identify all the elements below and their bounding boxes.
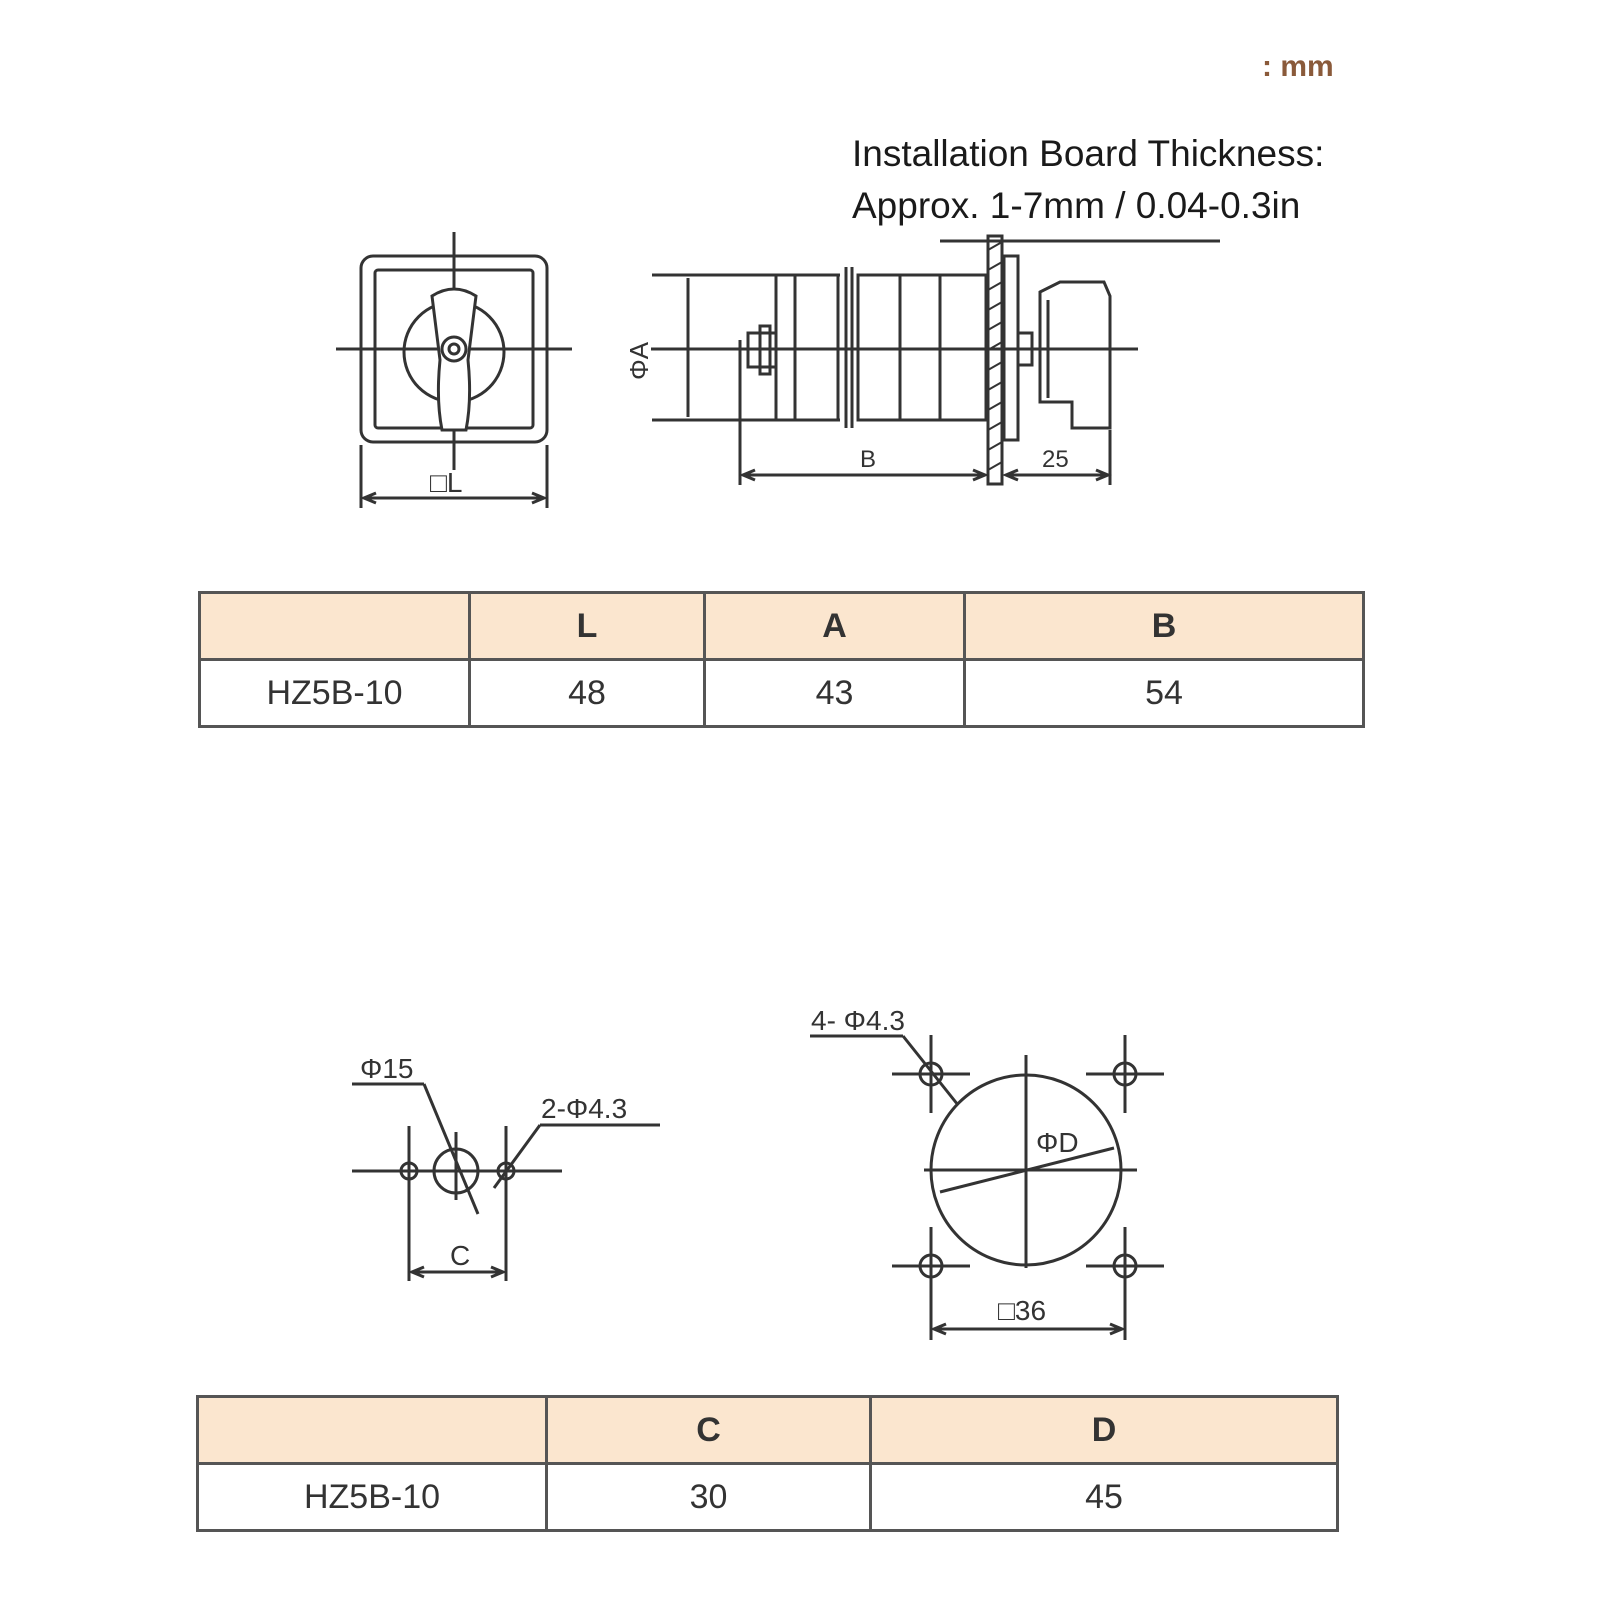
- thickness-line-1: Installation Board Thickness:: [852, 133, 1325, 174]
- table2-header-cell: D: [871, 1397, 1338, 1464]
- table1-cell: 48: [470, 660, 705, 727]
- table2-data-row: [198, 1464, 1338, 1531]
- table1-header-row: [200, 593, 1364, 660]
- mount-36-label: □36: [998, 1295, 1047, 1326]
- front-L-label: □L: [430, 467, 463, 498]
- table1-cell: 43: [705, 660, 965, 727]
- table2-cell: 45: [871, 1464, 1338, 1531]
- table2-cell: 30: [547, 1464, 871, 1531]
- table2-cell: HZ5B-10: [198, 1464, 547, 1531]
- table1-header-cell: A: [705, 593, 965, 660]
- table2-header-cell: C: [547, 1397, 871, 1464]
- table2-header-row: [198, 1397, 1338, 1464]
- side-25-label: 25: [1042, 446, 1069, 473]
- dimension-table-2: [196, 1395, 1339, 1532]
- panel-cutout-large: [810, 1035, 1164, 1340]
- side-view: [651, 236, 1220, 485]
- table1-header-cell: B: [965, 593, 1364, 660]
- cutout-C-label: C: [450, 1240, 471, 1271]
- cutout-phi15-label: Φ15: [360, 1053, 414, 1084]
- mount-4phi43-label: 4- Φ4.3: [811, 1005, 905, 1036]
- side-B-label: B: [860, 446, 877, 473]
- table2-header-cell: [198, 1397, 547, 1464]
- unit-label: : mm: [1262, 50, 1334, 83]
- side-phiA-label: ΦA: [624, 341, 654, 380]
- dimension-table-1: [198, 591, 1365, 728]
- mount-phiD-label: ΦD: [1036, 1127, 1079, 1158]
- table1-cell: 54: [965, 660, 1364, 727]
- table1-data-row: [200, 660, 1364, 727]
- thickness-line-2: Approx. 1-7mm / 0.04-0.3in: [852, 185, 1301, 226]
- table1-header-cell: L: [470, 593, 705, 660]
- table1-header-cell: [200, 593, 470, 660]
- cutout-2phi43-label: 2-Φ4.3: [541, 1093, 628, 1124]
- table1-cell: HZ5B-10: [200, 660, 470, 727]
